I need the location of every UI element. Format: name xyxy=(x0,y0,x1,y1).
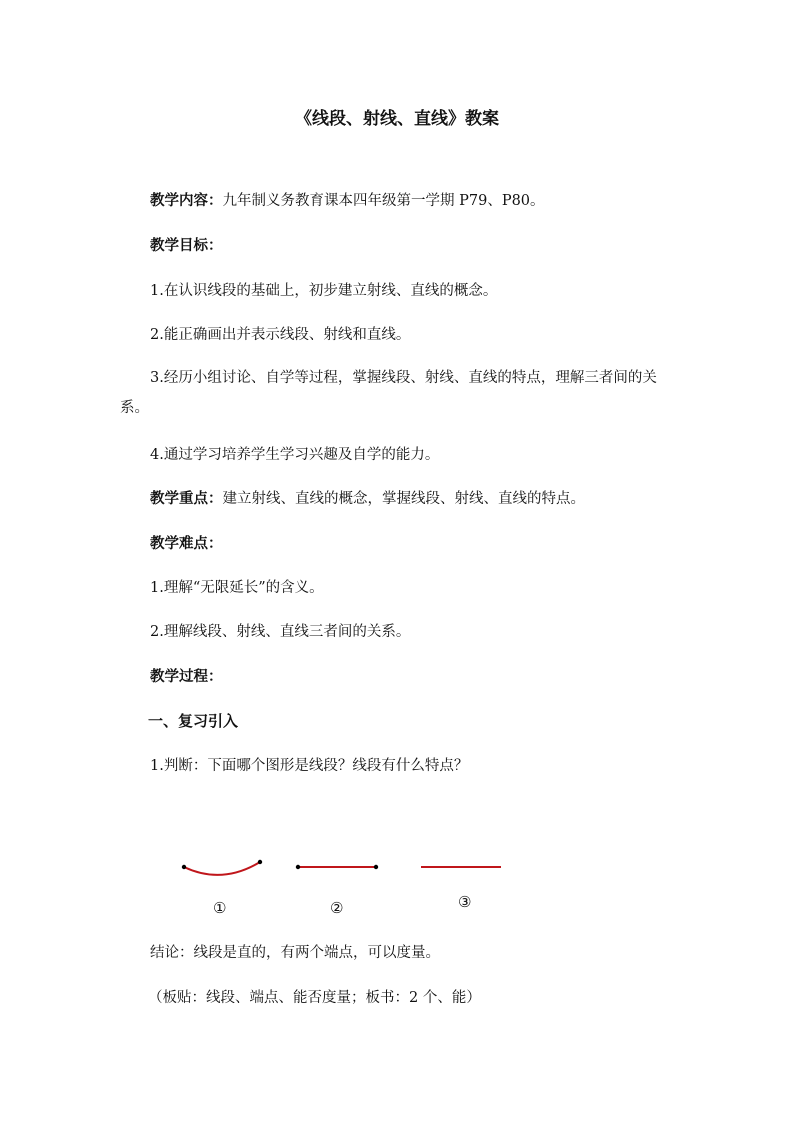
figure-label-1: ① xyxy=(213,899,227,917)
goal-item: 2.能正确画出并表示线段、射线和直线。 xyxy=(150,327,411,343)
conclusion-text: 结论：线段是直的，有两个端点，可以度量。 xyxy=(150,945,440,961)
goals-heading: 教学目标： xyxy=(150,237,223,254)
line-figures-svg xyxy=(0,840,794,930)
endpoint-dot xyxy=(296,865,300,869)
difficulty-item: 1.理解“无限延长”的含义。 xyxy=(150,580,324,596)
teaching-content xyxy=(150,191,545,211)
goal-item: 1.在认识线段的基础上，初步建立射线、直线的概念。 xyxy=(150,283,498,299)
key-points-label: 教学重点： xyxy=(150,490,223,507)
teaching-content-text: 九年制义务教育课本四年级第一学期 P79、P80。 xyxy=(222,193,545,209)
teaching-content-label: 教学内容： xyxy=(150,192,223,209)
key-points xyxy=(150,489,585,509)
page-title: 《线段、射线、直线》教案 xyxy=(295,109,499,129)
curved-segment xyxy=(184,862,260,875)
goal-item: 3.经历小组讨论、自学等过程，掌握线段、射线、直线的特点，理解三者间的关系。 xyxy=(120,370,657,416)
endpoint-dot xyxy=(374,865,378,869)
figure-label-2: ② xyxy=(330,899,344,917)
question-text: 1.判断：下面哪个图形是线段？线段有什么特点？ xyxy=(150,758,469,774)
board-note: （板贴：线段、端点、能否度量；板书：2 个、能） xyxy=(148,990,481,1006)
section-heading: 一、复习引入 xyxy=(148,712,239,730)
figure-label-3: ③ xyxy=(458,893,472,911)
key-points-text: 建立射线、直线的概念，掌握线段、射线、直线的特点。 xyxy=(222,491,585,507)
difficulty-heading: 教学难点： xyxy=(150,535,223,552)
line-figures xyxy=(0,840,794,930)
endpoint-dot xyxy=(182,865,186,869)
difficulty-item: 2.理解线段、射线、直线三者间的关系。 xyxy=(150,624,411,640)
goal-item: 4.通过学习培养学生学习兴趣及自学的能力。 xyxy=(150,447,440,463)
process-heading: 教学过程： xyxy=(150,668,223,685)
endpoint-dot xyxy=(258,860,262,864)
